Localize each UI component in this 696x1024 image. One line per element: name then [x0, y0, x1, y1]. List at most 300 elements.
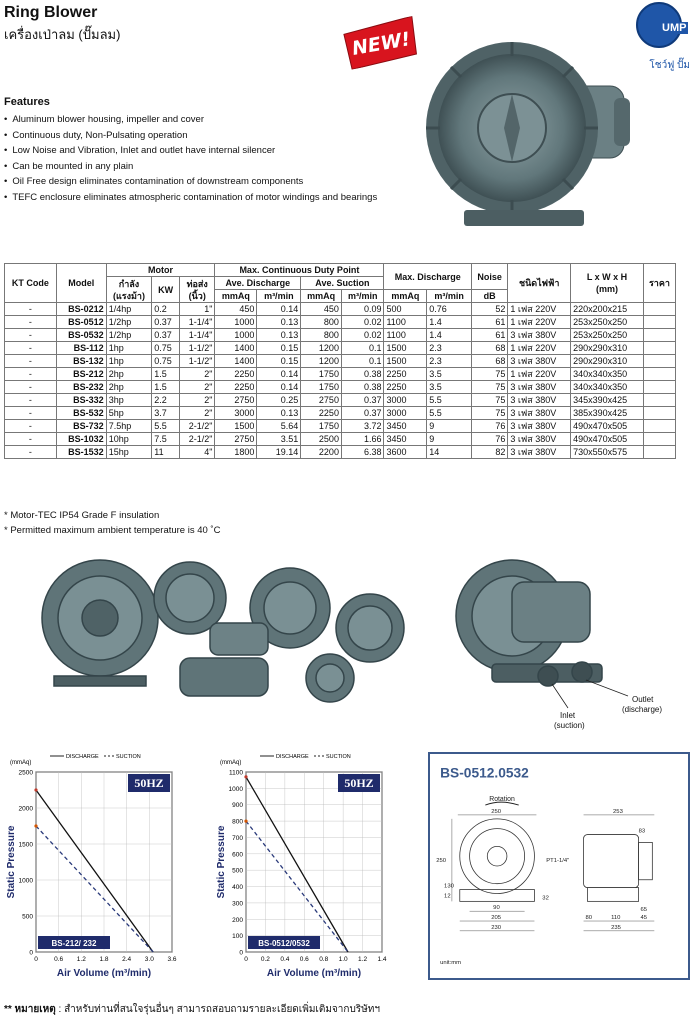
col-price: ราคา — [643, 264, 675, 303]
col-pipe — [180, 277, 215, 303]
legend-discharge-label: DISCHARGE — [276, 754, 309, 760]
features-heading: Features — [4, 96, 50, 108]
table-cell — [643, 329, 675, 342]
table-cell: BS-132 — [56, 355, 106, 368]
model-badge-text: BS-212/ 232 — [51, 939, 97, 948]
table-cell — [643, 316, 675, 329]
table-cell: 2hp — [106, 368, 152, 381]
col-dims — [571, 264, 644, 303]
col-ave-suction: Ave. Suction — [301, 277, 384, 290]
series-point — [34, 788, 37, 791]
drawing-title: BS-0512.0532 — [440, 765, 529, 781]
note-item: * Motor-TEC IP54 Grade F insulation — [4, 510, 160, 521]
ring-blower-photo — [424, 24, 634, 234]
dim-label: 32 — [542, 895, 549, 902]
new-badge-text: NEW! — [350, 28, 412, 60]
table-cell: 450 — [215, 303, 257, 316]
table-row — [5, 303, 676, 316]
x-tick-label: 0.8 — [319, 956, 329, 963]
outlet-sub-label: (discharge) — [622, 705, 663, 714]
table-row — [5, 329, 676, 342]
dim-label: 253 — [613, 808, 623, 815]
table-cell: 7.5hp — [106, 420, 152, 433]
col-dims-label: L x W x H — [586, 272, 628, 282]
feature-item: • Continuous duty, Non-Pulsating operation — [4, 128, 404, 144]
y-tick-label: 2500 — [18, 769, 33, 777]
table-cell: 1-1/4" — [180, 316, 215, 329]
table-cell: 0.13 — [257, 316, 301, 329]
blower-inlet-outlet-photo — [452, 552, 692, 732]
note-item: * Permitted maximum ambient temperature is 40 ˚C — [4, 525, 221, 536]
x-tick-label: 0.6 — [299, 956, 309, 963]
table-cell: 0.13 — [257, 407, 301, 420]
table-row — [5, 420, 676, 433]
table-cell: 2-1/2" — [180, 433, 215, 446]
table-cell: 1.66 — [341, 433, 384, 446]
col-unit-m3min: m³/min — [427, 290, 472, 303]
table-cell: 0.1 — [341, 342, 384, 355]
table-cell: 1100 — [384, 316, 427, 329]
table-cell: 1500 — [215, 420, 257, 433]
table-cell: - — [5, 407, 57, 420]
table-cell: 2-1/2" — [180, 420, 215, 433]
table-row — [5, 368, 676, 381]
table-cell: 730x550x575 — [571, 446, 644, 459]
col-kw: KW — [152, 277, 180, 303]
table-cell: 340x340x350 — [571, 368, 644, 381]
table-cell: 68 — [471, 342, 507, 355]
blower-group-photo — [40, 548, 410, 708]
table-cell: 0.15 — [257, 355, 301, 368]
specs-table — [4, 263, 676, 459]
table-cell: 3450 — [384, 433, 427, 446]
col-kt-code: KT Code — [5, 264, 57, 303]
table-cell: 1 เฟส 220V — [508, 316, 571, 329]
table-cell — [643, 368, 675, 381]
y-tick-label: 1500 — [18, 841, 33, 849]
col-dims-unit: (mm) — [596, 284, 618, 294]
table-cell: 14 — [427, 446, 472, 459]
y-tick-label: 1100 — [229, 769, 243, 777]
x-tick-label: 2.4 — [122, 956, 132, 963]
table-cell: - — [5, 446, 57, 459]
table-cell: 1500 — [384, 342, 427, 355]
table-cell: 490x470x505 — [571, 420, 644, 433]
table-cell: 0.02 — [341, 329, 384, 342]
x-tick-label: 1.4 — [377, 956, 387, 963]
table-cell: BS-1532 — [56, 446, 106, 459]
y-tick-label: 200 — [232, 916, 243, 924]
table-cell: 2.2 — [152, 394, 180, 407]
y-tick-label: 400 — [232, 884, 243, 892]
table-cell: 1 เฟส 220V — [508, 342, 571, 355]
table-cell: 2250 — [301, 407, 342, 420]
series-point — [244, 775, 247, 778]
table-cell: 500 — [384, 303, 427, 316]
col-model: Model — [56, 264, 106, 303]
x-tick-label: 1.2 — [358, 956, 368, 963]
table-cell: BS-232 — [56, 381, 106, 394]
table-cell: 253x250x250 — [571, 329, 644, 342]
table-cell: BS-212 — [56, 368, 106, 381]
legend-suction-label: SUCTION — [116, 754, 141, 760]
dim-label: 130 — [444, 883, 454, 890]
dim-label: 230 — [491, 924, 502, 931]
table-cell: 1hp — [106, 355, 152, 368]
table-cell: 1hp — [106, 342, 152, 355]
table-cell — [643, 394, 675, 407]
table-cell: 11 — [152, 446, 180, 459]
table-cell: - — [5, 433, 57, 446]
x-tick-label: 1.0 — [338, 956, 348, 963]
table-cell: - — [5, 355, 57, 368]
table-cell: 3.5 — [427, 368, 472, 381]
table-cell: 2" — [180, 394, 215, 407]
table-cell: 3 เฟส 380V — [508, 329, 571, 342]
table-cell: BS-0532 — [56, 329, 106, 342]
feature-item: • Aluminum blower housing, impeller and cover — [4, 112, 404, 128]
table-cell: 0.38 — [341, 381, 384, 394]
table-cell: 1750 — [301, 368, 342, 381]
table-cell: 2200 — [301, 446, 342, 459]
table-row — [5, 342, 676, 355]
table-cell: 1000 — [215, 316, 257, 329]
table-cell: 1" — [180, 303, 215, 316]
legend-discharge-label: DISCHARGE — [66, 754, 99, 760]
table-cell: 9 — [427, 433, 472, 446]
col-unit-m3min: m³/min — [341, 290, 384, 303]
table-cell: 3.7 — [152, 407, 180, 420]
col-unit-mmaq: mmAq — [384, 290, 427, 303]
table-cell: 0.14 — [257, 303, 301, 316]
table-cell: 2" — [180, 368, 215, 381]
table-cell: 52 — [471, 303, 507, 316]
page-subtitle: เครื่องเป่าลม (ปั๊มลม) — [4, 27, 121, 42]
dim-label: 90 — [493, 905, 500, 912]
table-cell — [643, 420, 675, 433]
table-cell: 2" — [180, 381, 215, 394]
table-cell: 450 — [301, 303, 342, 316]
table-cell: 0.14 — [257, 381, 301, 394]
table-cell: 1750 — [301, 381, 342, 394]
col-pipe-label: ท่อส่ง — [186, 278, 208, 289]
table-cell: BS-112 — [56, 342, 106, 355]
table-cell: 6.38 — [341, 446, 384, 459]
table-cell: 385x390x425 — [571, 407, 644, 420]
col-unit-mmaq: mmAq — [301, 290, 342, 303]
logo-text: UMP — [662, 22, 687, 34]
table-row — [5, 381, 676, 394]
col-unit-db: dB — [471, 290, 507, 303]
table-cell: 490x470x505 — [571, 433, 644, 446]
table-cell: 76 — [471, 420, 507, 433]
table-cell: BS-332 — [56, 394, 106, 407]
table-cell: 3000 — [215, 407, 257, 420]
table-cell: 0.15 — [257, 342, 301, 355]
table-cell: 3 เฟส 380V — [508, 407, 571, 420]
table-cell: BS-732 — [56, 420, 106, 433]
table-cell: 220x200x215 — [571, 303, 644, 316]
x-axis-title: Air Volume (m³/min) — [266, 968, 362, 979]
x-tick-label: 0.6 — [54, 956, 64, 963]
table-cell: 5.5 — [152, 420, 180, 433]
table-cell: 1/2hp — [106, 329, 152, 342]
table-cell: 2" — [180, 407, 215, 420]
dim-label: 205 — [491, 915, 502, 922]
drawing-rotation: Rotation — [489, 796, 515, 804]
outlet-label: Outlet — [632, 695, 654, 704]
dim-label: 235 — [611, 924, 621, 931]
dim-label: 80 — [585, 915, 593, 922]
y-unit-label: (mmAq) — [10, 760, 32, 766]
table-cell: 2250 — [384, 381, 427, 394]
table-cell — [643, 433, 675, 446]
x-tick-label: 0.4 — [280, 956, 290, 963]
table-cell: 253x250x250 — [571, 316, 644, 329]
table-cell: 2750 — [215, 394, 257, 407]
table-cell: 1200 — [301, 355, 342, 368]
table-cell — [643, 303, 675, 316]
table-cell: 0.2 — [152, 303, 180, 316]
col-unit-m3min: m³/min — [257, 290, 301, 303]
col-max-discharge: Max. Discharge — [384, 264, 472, 290]
table-cell: 7.5 — [152, 433, 180, 446]
table-cell: 75 — [471, 407, 507, 420]
table-cell: 2250 — [215, 381, 257, 394]
table-cell — [643, 355, 675, 368]
table-row — [5, 446, 676, 459]
col-power-unit: (แรงม้า) — [112, 290, 145, 301]
table-row — [5, 316, 676, 329]
table-cell: 2.3 — [427, 355, 472, 368]
plot-frame — [246, 772, 382, 952]
table-cell: 1 เฟส 220V — [508, 303, 571, 316]
table-cell: - — [5, 368, 57, 381]
feature-item: • Can be mounted in any plain — [4, 159, 404, 175]
table-cell: 1500 — [384, 355, 427, 368]
col-pipe-unit: (นิ้ว) — [188, 290, 206, 301]
table-cell: 3 เฟส 380V — [508, 420, 571, 433]
table-cell: 340x340x350 — [571, 381, 644, 394]
y-tick-label: 2000 — [18, 805, 33, 813]
table-cell — [643, 381, 675, 394]
table-cell: 3.51 — [257, 433, 301, 446]
table-cell: 15hp — [106, 446, 152, 459]
table-cell: 290x290x310 — [571, 342, 644, 355]
y-tick-label: 1000 — [228, 785, 243, 793]
inlet-label: Inlet — [560, 711, 576, 720]
table-cell: 1.5 — [152, 381, 180, 394]
dim-label: 250 — [436, 858, 447, 865]
x-tick-label: 0 — [34, 956, 38, 963]
table-cell: 0.75 — [152, 342, 180, 355]
table-cell: 290x290x310 — [571, 355, 644, 368]
table-cell: 345x390x425 — [571, 394, 644, 407]
y-tick-label: 900 — [232, 802, 243, 810]
table-cell: 61 — [471, 329, 507, 342]
table-cell: 0.37 — [152, 316, 180, 329]
table-cell: - — [5, 342, 57, 355]
dim-label: 110 — [611, 915, 621, 922]
table-cell: 19.14 — [257, 446, 301, 459]
col-unit-mmaq: mmAq — [215, 290, 257, 303]
table-cell: 3.72 — [341, 420, 384, 433]
table-cell: 61 — [471, 316, 507, 329]
freq-badge-text: 50HZ — [344, 776, 374, 790]
table-cell: 1.5 — [152, 368, 180, 381]
table-cell: 3000 — [384, 407, 427, 420]
table-cell: 1100 — [384, 329, 427, 342]
table-cell: 0.76 — [427, 303, 472, 316]
feature-item: • Oil Free design eliminates contamination of downstream components — [4, 174, 404, 190]
table-cell: 3 เฟส 380V — [508, 381, 571, 394]
table-cell: 0.37 — [152, 329, 180, 342]
table-cell: 0.25 — [257, 394, 301, 407]
table-cell: 0.1 — [341, 355, 384, 368]
feature-item: • TEFC enclosure eliminates atmospheric contamination of motor windings and bearings — [4, 190, 404, 206]
table-cell: 0.09 — [341, 303, 384, 316]
table-cell: - — [5, 329, 57, 342]
table-cell: 2250 — [215, 368, 257, 381]
logo-caption: โชว์ฟู ปั๊ม — [649, 60, 690, 71]
table-cell: 4" — [180, 446, 215, 459]
drawing-pt-label: PT1-1/4" — [546, 858, 570, 865]
table-cell: 75 — [471, 394, 507, 407]
table-cell: - — [5, 420, 57, 433]
y-tick-label: 500 — [22, 913, 33, 921]
y-tick-label: 700 — [232, 834, 243, 842]
table-cell: 3.5 — [427, 381, 472, 394]
y-axis-title: Static Pressure — [6, 825, 17, 899]
table-cell: BS-532 — [56, 407, 106, 420]
table-row — [5, 394, 676, 407]
table-cell: 2500 — [301, 433, 342, 446]
x-tick-label: 1.2 — [76, 956, 86, 963]
footnote-text: : สำหรับท่านที่สนใจรุ่นอื่นๆ สามารถสอบถามรายละเอียดเพิ่มเติมจากบริษัทฯ — [55, 1004, 380, 1015]
y-tick-label: 1000 — [18, 877, 33, 885]
dim-label: 250 — [491, 808, 502, 815]
table-cell: 1/4hp — [106, 303, 152, 316]
table-cell: BS-0512 — [56, 316, 106, 329]
table-cell: 3 เฟส 380V — [508, 446, 571, 459]
col-motor: Motor — [106, 264, 215, 277]
y-tick-label: 500 — [232, 867, 243, 875]
table-cell — [643, 446, 675, 459]
dim-label: 12 — [444, 893, 451, 900]
table-cell: 75 — [471, 368, 507, 381]
dim-label: 65 — [640, 907, 648, 914]
table-cell: BS-1032 — [56, 433, 106, 446]
table-row — [5, 407, 676, 420]
y-tick-label: 800 — [232, 818, 243, 826]
table-cell: - — [5, 303, 57, 316]
x-tick-label: 0 — [244, 956, 248, 963]
footnote — [4, 1002, 380, 1017]
table-cell: 1200 — [301, 342, 342, 355]
x-tick-label: 1.8 — [99, 956, 109, 963]
table-cell: 0.14 — [257, 368, 301, 381]
col-power — [106, 277, 152, 303]
x-tick-label: 0.2 — [260, 956, 270, 963]
x-tick-label: 3.0 — [144, 956, 154, 963]
y-axis-title: Static Pressure — [216, 825, 227, 899]
table-cell: 0.75 — [152, 355, 180, 368]
features-section — [4, 96, 404, 205]
table-cell: 1400 — [215, 355, 257, 368]
table-cell: 2750 — [215, 433, 257, 446]
model-badge-text: BS-0512/0532 — [258, 939, 310, 948]
table-cell: 5hp — [106, 407, 152, 420]
table-cell: 1-1/2" — [180, 342, 215, 355]
performance-chart-bs0512 — [210, 742, 405, 982]
table-cell: 3000 — [384, 394, 427, 407]
col-ave-discharge: Ave. Discharge — [215, 277, 301, 290]
table-cell: 800 — [301, 316, 342, 329]
footnote-prefix: ** หมายเหตุ — [4, 1004, 56, 1015]
table-cell: 1000 — [215, 329, 257, 342]
table-cell: 1400 — [215, 342, 257, 355]
x-tick-label: 3.6 — [167, 956, 177, 963]
table-cell: 1.4 — [427, 329, 472, 342]
dim-label: 83 — [638, 828, 646, 835]
table-cell: 9 — [427, 420, 472, 433]
table-cell: 2750 — [301, 394, 342, 407]
y-tick-label: 0 — [29, 949, 33, 957]
notes — [4, 508, 220, 538]
table-cell: 82 — [471, 446, 507, 459]
table-cell: 68 — [471, 355, 507, 368]
series-point — [244, 819, 247, 822]
col-power-label: กำลัง — [118, 278, 140, 289]
table-cell: 1800 — [215, 446, 257, 459]
y-tick-label: 100 — [232, 933, 243, 941]
col-noise: Noise — [471, 264, 507, 290]
table-cell: 1.4 — [427, 316, 472, 329]
table-cell: 0.13 — [257, 329, 301, 342]
table-cell: 5.64 — [257, 420, 301, 433]
table-row — [5, 355, 676, 368]
table-cell: 5.5 — [427, 407, 472, 420]
performance-chart-bs212 — [0, 742, 196, 982]
table-cell: 1-1/2" — [180, 355, 215, 368]
table-cell: 1 เฟส 220V — [508, 368, 571, 381]
table-cell: 75 — [471, 381, 507, 394]
table-cell: 1750 — [301, 420, 342, 433]
table-cell: 2hp — [106, 381, 152, 394]
inlet-sub-label: (suction) — [554, 721, 585, 730]
table-cell: - — [5, 316, 57, 329]
freq-badge-text: 50HZ — [134, 776, 164, 790]
table-cell: 0.37 — [341, 407, 384, 420]
table-cell: 0.38 — [341, 368, 384, 381]
table-cell: 3hp — [106, 394, 152, 407]
table-cell — [643, 407, 675, 420]
table-row — [5, 433, 676, 446]
page-title: Ring Blower — [4, 4, 98, 21]
table-cell: 5.5 — [427, 394, 472, 407]
y-tick-label: 0 — [239, 949, 243, 957]
table-cell: 1/2hp — [106, 316, 152, 329]
table-cell — [643, 342, 675, 355]
table-cell: 800 — [301, 329, 342, 342]
feature-item: • Low Noise and Vibration, Inlet and outlet have internal silencer — [4, 143, 404, 159]
table-cell: 3 เฟส 380V — [508, 433, 571, 446]
table-cell: - — [5, 394, 57, 407]
col-electric: ชนิดไฟฟ้า — [508, 264, 571, 303]
table-cell: 0.37 — [341, 394, 384, 407]
y-tick-label: 300 — [232, 900, 243, 908]
company-logo — [630, 2, 692, 72]
